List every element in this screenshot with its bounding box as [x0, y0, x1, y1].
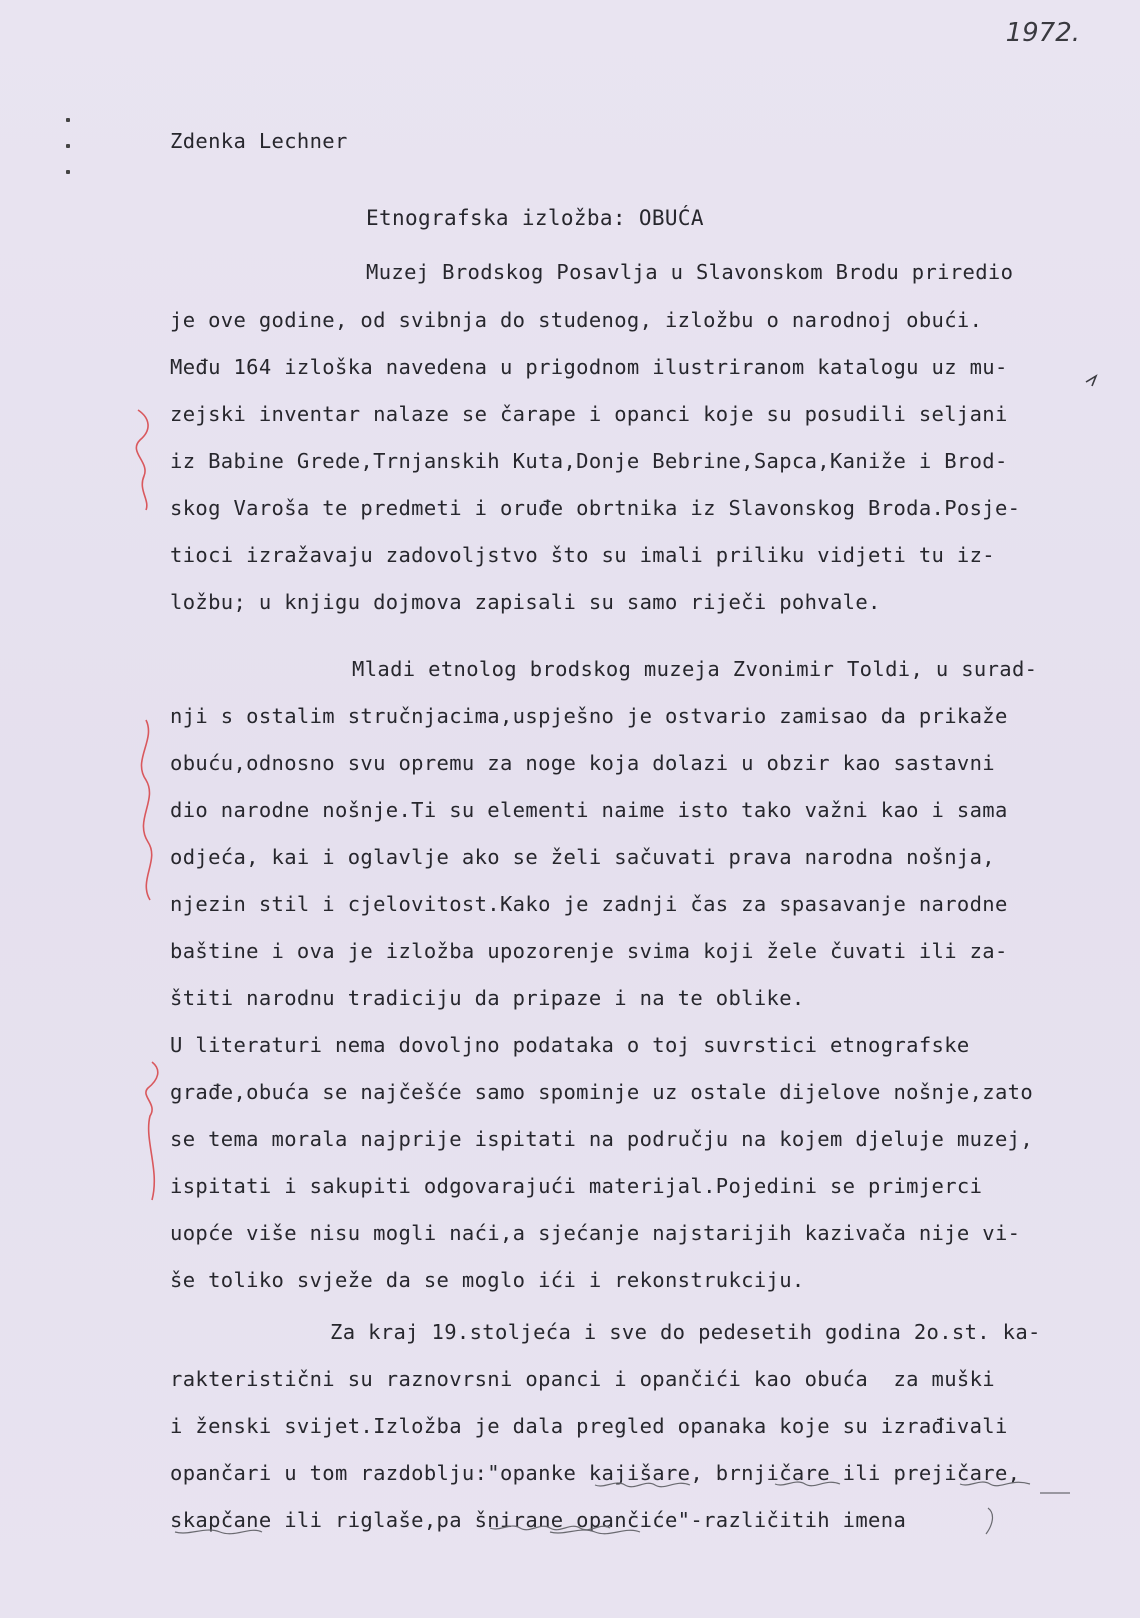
text-line: je ove godine, od svibnja do studenog, izložbu o narodnoj obući. [170, 308, 983, 332]
red-margin-mark [146, 1062, 158, 1200]
pencil-underline [490, 1526, 610, 1530]
text-line: njezin stil i cjelovitost.Kako je zadnji čas za spasavanje narodne [170, 892, 1008, 916]
text-line: iz Babine Grede,Trnjanskih Kuta,Donje Bebrine,Sapca,Kaniže i Brod- [170, 449, 1008, 473]
text-line: tioci izražavaju zadovoljstvo što su imali priliku vidjeti tu iz- [170, 543, 995, 567]
text-line: uopće više nisu mogli naći,a sjećanje najstarijih kazivača nije vi- [170, 1221, 1021, 1245]
text-line: skapčane ili riglaše,pa šnirane opančiće"-različitih imena [170, 1508, 907, 1532]
year-annotation: 1972. [1005, 18, 1080, 48]
text-line: rakteristični su raznovrsni opanci i opančići kao obuća za muški [170, 1367, 995, 1391]
pencil-underline [175, 1530, 262, 1534]
text-line: štiti narodnu tradiciju da pripaze i na te oblike. [170, 986, 805, 1010]
pencil-underline [550, 1530, 640, 1534]
text-line: Muzej Brodskog Posavlja u Slavonskom Brodu priredio [366, 260, 1014, 284]
text-line: obuću,odnosno svu opremu za noge koja dolazi u obzir kao sastavni [170, 751, 995, 775]
text-line: opančari u tom razdoblju:"opanke kajišare, brnjičare ili prejičare, [170, 1461, 1021, 1485]
text-line: skog Varoša te predmeti i oruđe obrtnika iz Slavonskog Broda.Posje- [170, 496, 1021, 520]
text-line: Među 164 izloška navedena u prigodnom ilustriranom katalogu uz mu- [170, 355, 1008, 379]
pencil-underline [595, 1483, 690, 1487]
text-line: odjeća, kai i oglavlje ako se želi sačuvati prava narodna nošnja, [170, 845, 995, 869]
pencil-underline [775, 1482, 840, 1486]
red-margin-mark [136, 410, 148, 510]
text-line: Mladi etnolog brodskog muzeja Zvonimir Toldi, u surad- [352, 657, 1038, 681]
author-name: Zdenka Lechner [170, 129, 348, 153]
text-line: građe,obuća se najčešće samo spominje uz ostale dijelove nošnje,zato [170, 1080, 1034, 1104]
text-line: nji s ostalim stručnjacima,uspješno je ostvario zamisao da prikaže [170, 704, 1008, 728]
text-line: baštine i ova je izložba upozorenje svima koji žele čuvati ili za- [170, 939, 1008, 963]
text-line: i ženski svijet.Izložba je dala pregled opanaka koje su izrađivali [170, 1414, 1008, 1438]
text-line: zejski inventar nalaze se čarape i opanci koje su posudili seljani [170, 402, 1008, 426]
pencil-underline [960, 1482, 1030, 1486]
red-margin-mark [141, 720, 151, 900]
text-line: ispitati i sakupiti odgovarajući materijal.Pojedini se primjerci [170, 1174, 983, 1198]
pencil-tick [1086, 376, 1096, 386]
text-line: ložbu; u knjigu dojmova zapisali su samo riječi pohvale. [170, 590, 881, 614]
text-line: se tema morala najprije ispitati na području na kojem djeluje muzej, [170, 1127, 1034, 1151]
text-line: še toliko svježe da se moglo ići i rekonstrukciju. [170, 1268, 805, 1292]
text-line: dio narodne nošnje.Ti su elementi naime isto tako važni kao i sama [170, 798, 1008, 822]
document-title: Etnografska izložba: OBUĆA [366, 206, 704, 230]
text-line: U literaturi nema dovoljno podataka o toj suvrstici etnografske [170, 1033, 970, 1057]
pencil-hook [986, 1508, 992, 1534]
text-line: Za kraj 19.stoljeća i sve do pedesetih godina 2o.st. ka- [330, 1320, 1041, 1344]
